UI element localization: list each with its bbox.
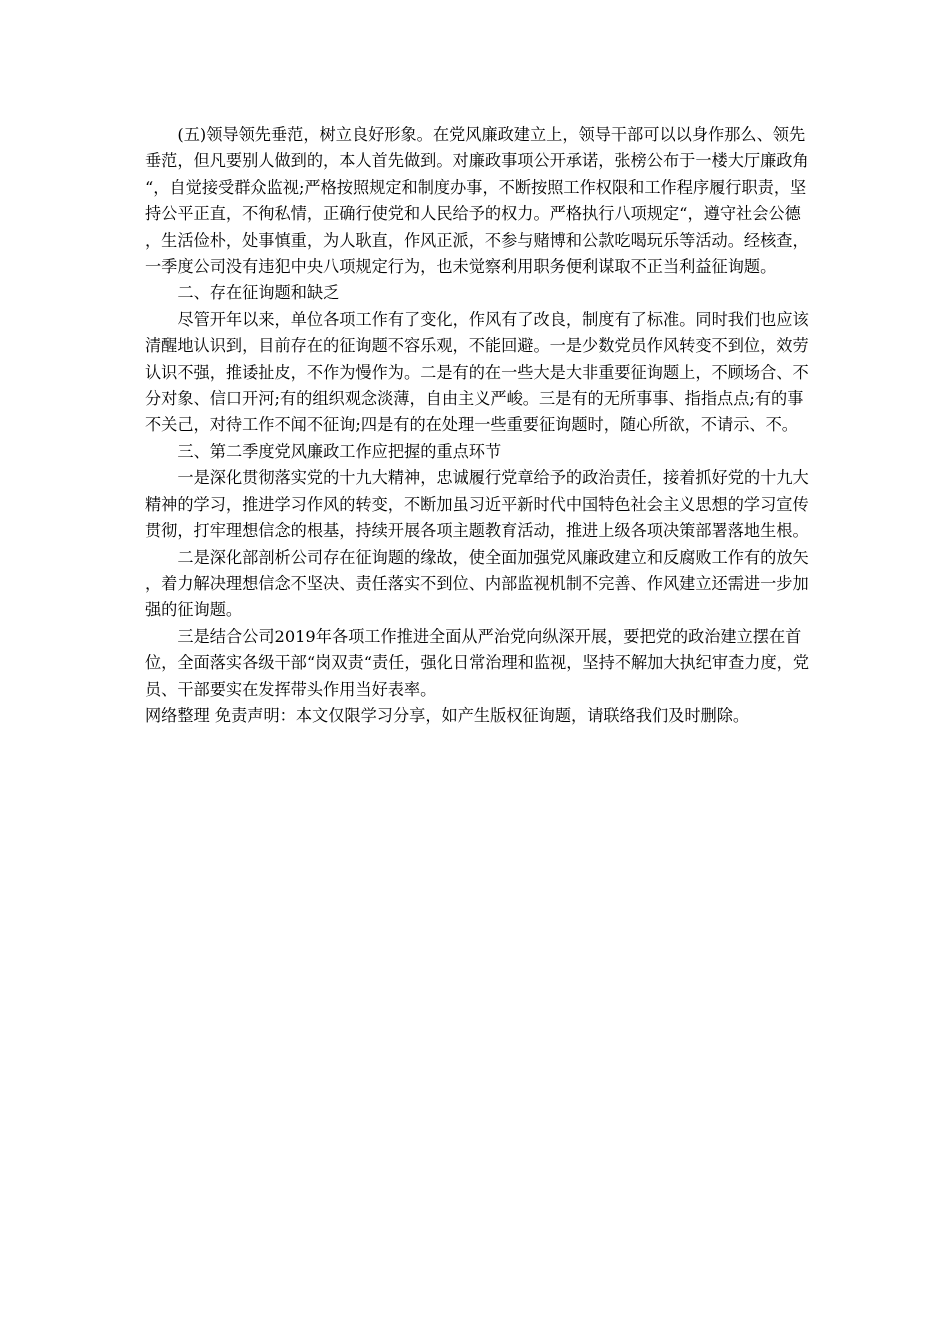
paragraph-point-two: 二是深化部剖析公司存在征询题的缘故，使全面加强党风廉政建立和反腐败工作有的放矢，着力解决理想信念不坚决、责任落实不到位、内部监视机制不完善、作风建立还需进一步加强的征询题。 xyxy=(145,547,809,620)
section-heading-key-points: 三、第二季度党风廉政工作应把握的重点环节 xyxy=(177,441,502,461)
paragraph-problems: 尽管开年以来，单位各项工作有了变化，作风有了改良，制度有了标准。同时我们也应该清醒地认识到，目前存在的征询题不容乐观，不能回避。一是少数党员作风转变不到位，效劳认识不强，推诿扯皮，不作为慢作为。二是有的在一些大是大非重要征询题上，不顾场合、不分对象、信口开河;有的组织观念淡薄，自由主义严峻。三是有的无所事事、指指点点;有的事不关己，对待工作不闻不征询;四是有的在处理一些重要征询题时，随心所欲，不请示、不。 xyxy=(145,309,809,435)
section-heading-problems: 二、存在征询题和缺乏 xyxy=(177,283,340,303)
disclaimer-footer: 网络整理 免责声明：本文仅限学习分享，如产生版权征询题，请联络我们及时删除。 xyxy=(145,705,750,725)
paragraph-leadership-example: (五)领导领先垂范，树立良好形象。在党风廉政建立上，领导干部可以以身作那么、领先垂范，但凡要别人做到的，本人首先做到。对廉政事项公开承诺，张榜公布于一楼大厅廉政角“，自觉接受群众监视;严格按照规定和制度办事，不断按照工作权限和工作程序履行职责，坚持公平正直，不徇私情，正确行使党和人民给予的权力。严格执行八项规定“，遵守社会公德，生活俭朴，处事慎重，为人耿直，作风正派，不参与赌博和公款吃喝玩乐等活动。经核查，一季度公司没有违犯中央八项规定行为，也未觉察利用职务便利谋取不正当利益征询题。 xyxy=(145,125,809,277)
document-body xyxy=(145,122,815,729)
paragraph-point-three: 三是结合公司2019年各项工作推进全面从严治党向纵深开展，要把党的政治建立摆在首位，全面落实各级干部“岗双责“责任，强化日常治理和监视，坚持不解加大执纪审查力度，党员、干部要实在发挥带头作用当好表率。 xyxy=(145,626,810,699)
paragraph-point-one: 一是深化贯彻落实党的十九大精神，忠诚履行党章给予的政治责任，接着抓好党的十九大精神的学习，推进学习作风的转变，不断加虽习近平新时代中国特色社会主义思想的学习宣传贯彻，打牢理想信念的根基，持续开展各项主题教育活动，推进上级各项决策部署落地生根。 xyxy=(145,468,809,541)
